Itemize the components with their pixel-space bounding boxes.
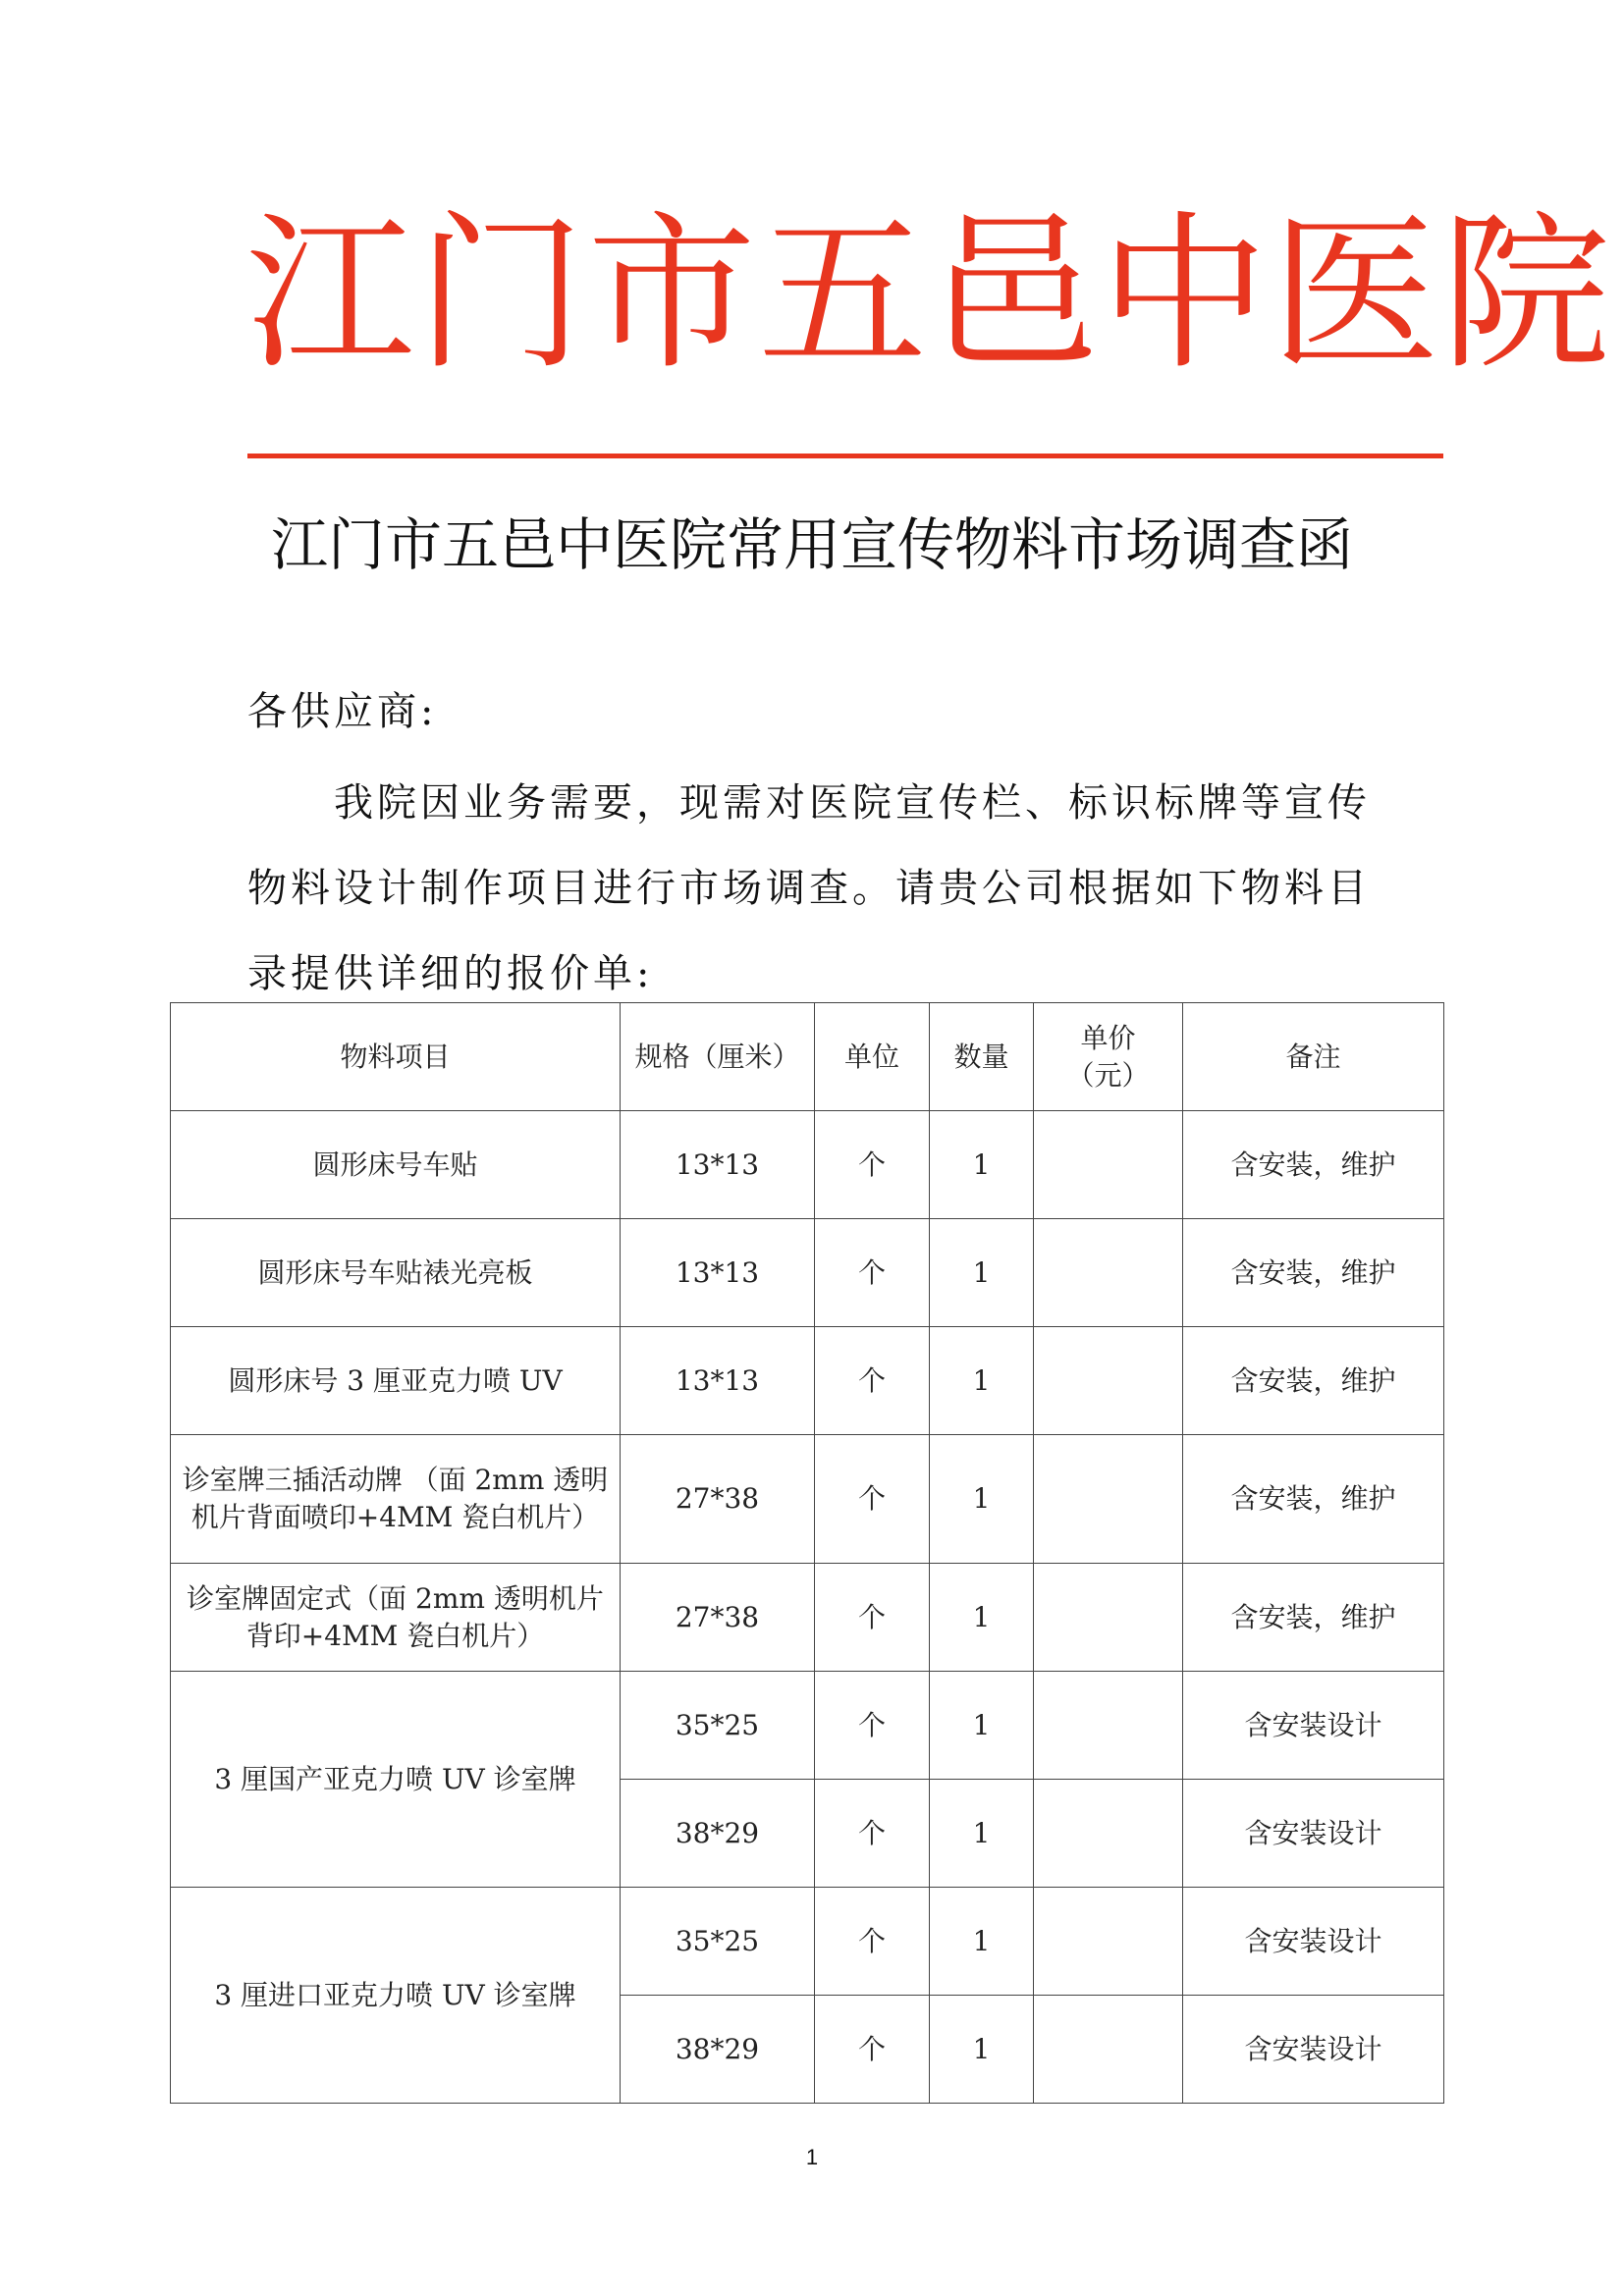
cell-unit: 个: [815, 1435, 930, 1564]
cell-note: 含安装，维护: [1183, 1327, 1444, 1435]
cell-price: [1034, 1996, 1183, 2104]
cell-item: 诊室牌固定式（面 2mm 透明机片背印+4MM 瓷白机片）: [171, 1564, 621, 1672]
cell-unit: 个: [815, 1111, 930, 1219]
cell-note: 含安装设计: [1183, 1672, 1444, 1780]
cell-price: [1034, 1780, 1183, 1888]
cell-qty: 1: [930, 1780, 1034, 1888]
header-note: 备注: [1183, 1003, 1444, 1111]
cell-unit: 个: [815, 1327, 930, 1435]
cell-item: 诊室牌三插活动牌 （面 2mm 透明机片背面喷印+4MM 瓷白机片）: [171, 1435, 621, 1564]
cell-note: 含安装，维护: [1183, 1111, 1444, 1219]
cell-qty: 1: [930, 1996, 1034, 2104]
header-price-label: 单价: [1080, 1021, 1136, 1054]
page-number: 1: [805, 2145, 819, 2169]
table-row: [171, 1327, 1444, 1435]
materials-table: [170, 1002, 1444, 2104]
cell-note: 含安装，维护: [1183, 1435, 1444, 1564]
cell-spec: 38*29: [621, 1780, 815, 1888]
cell-qty: 1: [930, 1888, 1034, 1996]
header-unit: 单位: [815, 1003, 930, 1111]
cell-unit: 个: [815, 1888, 930, 1996]
letterhead-divider: [247, 454, 1443, 458]
cell-item: 3 厘国产亚克力喷 UV 诊室牌: [171, 1672, 621, 1888]
table-row: [171, 1672, 1444, 1780]
body-paragraph: 我院因业务需要，现需对医院宣传栏、标识标牌等宣传物料设计制作项目进行市场调查。请贵公司根据如下物料目录提供详细的报价单:: [247, 780, 1371, 996]
cell-item: 3 厘进口亚克力喷 UV 诊室牌: [171, 1888, 621, 2104]
table-row: [171, 1111, 1444, 1219]
cell-price: [1034, 1435, 1183, 1564]
cell-price: [1034, 1672, 1183, 1780]
cell-spec: 38*29: [621, 1996, 815, 2104]
header-qty: 数量: [930, 1003, 1034, 1111]
cell-note: 含安装设计: [1183, 1996, 1444, 2104]
cell-item: 圆形床号车贴裱光亮板: [171, 1219, 621, 1327]
table-header-row: [171, 1003, 1444, 1111]
cell-unit: 个: [815, 1219, 930, 1327]
cell-note: 含安装设计: [1183, 1888, 1444, 1996]
table-row: [171, 1564, 1444, 1672]
cell-qty: 1: [930, 1111, 1034, 1219]
cell-spec: 13*13: [621, 1111, 815, 1219]
cell-price: [1034, 1564, 1183, 1672]
cell-price: [1034, 1327, 1183, 1435]
cell-unit: 个: [815, 1672, 930, 1780]
cell-item: 圆形床号 3 厘亚克力喷 UV: [171, 1327, 621, 1435]
cell-note: 含安装设计: [1183, 1780, 1444, 1888]
header-price: [1034, 1003, 1183, 1111]
cell-spec: 27*38: [621, 1564, 815, 1672]
letterhead-title: 江门市五邑中医院: [245, 195, 1612, 393]
salutation: 各供应商:: [247, 689, 438, 734]
cell-qty: 1: [930, 1327, 1034, 1435]
cell-price: [1034, 1111, 1183, 1219]
header-spec: 规格（厘米）: [621, 1003, 815, 1111]
cell-note: 含安装，维护: [1183, 1564, 1444, 1672]
cell-qty: 1: [930, 1435, 1034, 1564]
cell-price: [1034, 1219, 1183, 1327]
cell-unit: 个: [815, 1996, 930, 2104]
header-price-unit: （元）: [1066, 1058, 1150, 1092]
cell-note: 含安装，维护: [1183, 1219, 1444, 1327]
cell-qty: 1: [930, 1219, 1034, 1327]
cell-item: 圆形床号车贴: [171, 1111, 621, 1219]
cell-unit: 个: [815, 1564, 930, 1672]
table-row: [171, 1435, 1444, 1564]
cell-spec: 27*38: [621, 1435, 815, 1564]
cell-qty: 1: [930, 1564, 1034, 1672]
header-item: 物料项目: [171, 1003, 621, 1111]
cell-unit: 个: [815, 1780, 930, 1888]
cell-spec: 13*13: [621, 1219, 815, 1327]
cell-spec: 35*25: [621, 1888, 815, 1996]
cell-qty: 1: [930, 1672, 1034, 1780]
document-title: 江门市五邑中医院常用宣传物料市场调查函: [270, 511, 1353, 578]
cell-price: [1034, 1888, 1183, 1996]
cell-spec: 35*25: [621, 1672, 815, 1780]
table-row: [171, 1219, 1444, 1327]
table-row: [171, 1888, 1444, 1996]
cell-spec: 13*13: [621, 1327, 815, 1435]
